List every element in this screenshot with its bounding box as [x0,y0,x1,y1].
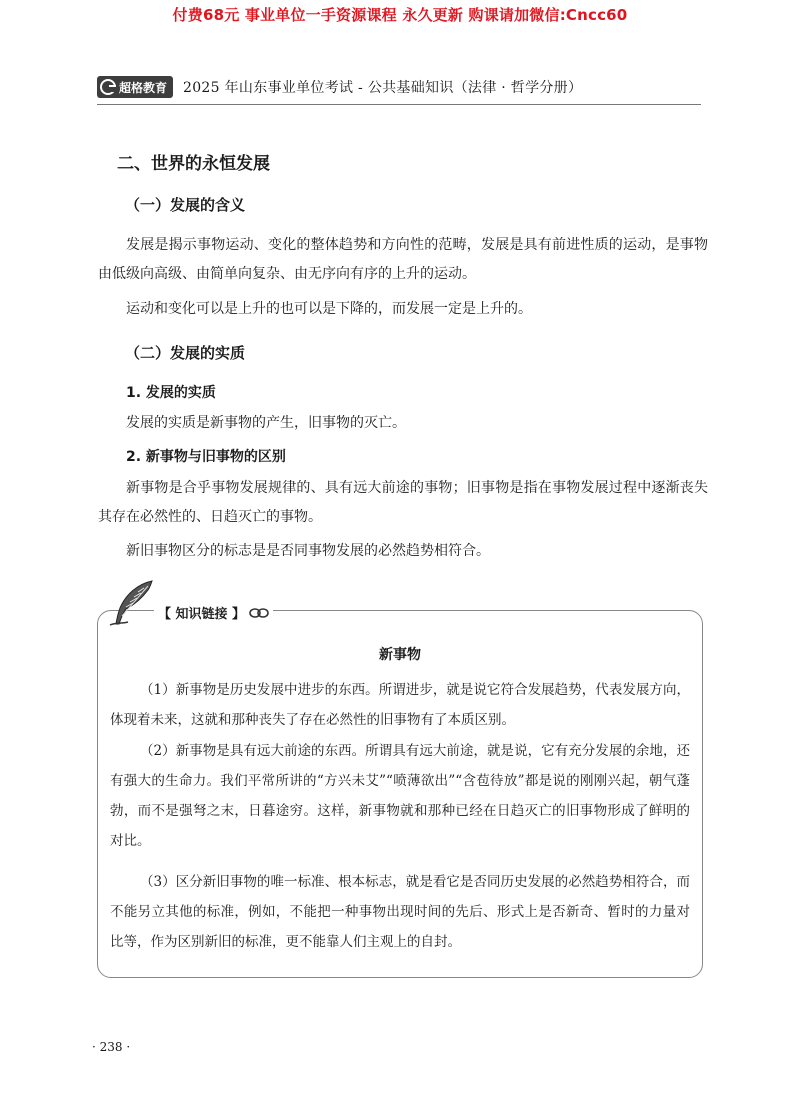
knowledge-link-label-text: 【 知识链接 】 [158,607,246,622]
chain-link-icon [249,607,269,619]
page-header [97,74,701,100]
top-banner: 付费68元 事业单位一手资源课程 永久更新 购课请加微信:Cncc60 [172,6,628,24]
item-title-difference: 2. 新事物与旧事物的区别 [126,449,286,465]
paragraph-meaning-2: 运动和变化可以是上升的也可以是下降的，而发展一定是上升的。 [126,301,532,317]
logo-text: 超格教育 [119,80,168,95]
publisher-logo [97,76,173,98]
page-number: · 238 · [92,1040,131,1054]
quill-icon [108,578,158,628]
logo-icon [100,79,116,95]
paragraph-meaning-1: 发展是揭示事物运动、变化的整体趋势和方向性的范畴，发展是具有前进性质的运动，是事物由低级向高级、由简单向复杂、由无序向有序的上升的运动。 [98,237,708,282]
knowledge-link-label [154,603,273,622]
item-title-essence: 1. 发展的实质 [126,385,216,401]
section-title: 二、世界的永恒发展 [117,154,270,174]
knowledge-paragraph-3: （3）区分新旧事物的唯一标准、根本标志，就是看它是否同历史发展的必然趋势相符合，而不能另立其他的标准，例如，不能把一种事物出现时间的先后、形式上是否新奇、暂时的力量对比等，作为区别新旧的标准，更不能靠人们主观上的自封。 [110,874,690,950]
book-title: 2025 年山东事业单位考试 - 公共基础知识（法律 · 哲学分册） [183,80,583,96]
paragraph-difference-2: 新旧事物区分的标志是是否同事物发展的必然趋势相符合。 [126,543,490,559]
header-divider [97,104,701,105]
knowledge-paragraph-2: （2）新事物是具有远大前途的东西。所谓具有远大前途，就是说，它有充分发展的余地，还有强大的生命力。我们平常所讲的“方兴未艾”“喷薄欲出”“含苞待放”都是说的刚刚兴起，朝气蓬勃，而不是强弩之末，日暮途穷。这样，新事物就和那种已经在日趋灭亡的旧事物形成了鲜明的对比。 [110,743,690,849]
paragraph-essence: 发展的实质是新事物的产生，旧事物的灭亡。 [126,415,406,431]
paragraph-difference-1: 新事物是合乎事物发展规律的、具有远大前途的事物；旧事物是指在事物发展过程中逐渐丧失其存在必然性的、日趋灭亡的事物。 [98,480,708,525]
knowledge-paragraph-1: （1）新事物是历史发展中进步的东西。所谓进步，就是说它符合发展趋势，代表发展方向，体现着未来，这就和那种丧失了存在必然性的旧事物有了本质区别。 [110,682,690,728]
subsection-title-meaning: （一）发展的含义 [125,196,246,214]
subsection-title-essence: （二）发展的实质 [125,344,246,362]
knowledge-link-title: 新事物 [379,647,421,663]
